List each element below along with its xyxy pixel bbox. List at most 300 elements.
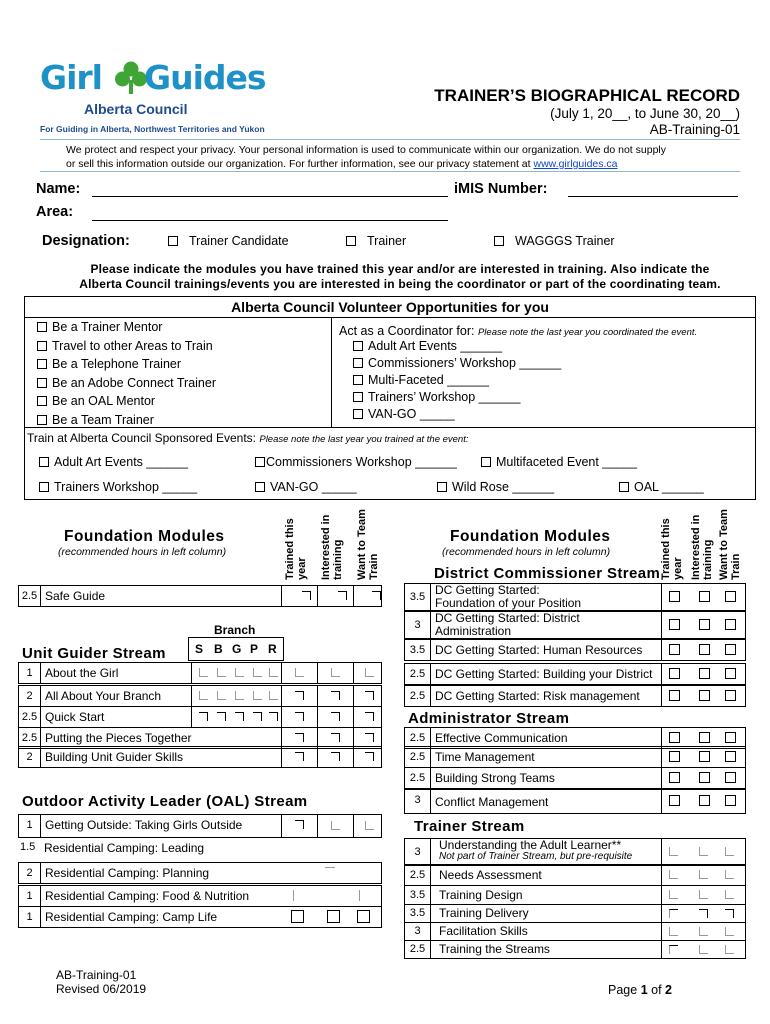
name-field[interactable] — [92, 196, 448, 197]
module-hours: 2.5 — [405, 865, 431, 885]
checkbox[interactable] — [669, 927, 678, 936]
branch-header — [188, 637, 284, 661]
checkbox[interactable] — [37, 396, 47, 406]
left-col-interested: Interested in training — [320, 514, 344, 580]
branch-checkbox[interactable] — [217, 691, 226, 700]
coord-label-row — [339, 324, 749, 338]
checkbox[interactable] — [353, 409, 363, 419]
admin-stream-title: Administrator Stream — [408, 710, 570, 727]
checkbox[interactable] — [372, 591, 381, 600]
module-name: Facilitation Skills — [439, 924, 528, 938]
checkbox[interactable] — [37, 322, 47, 332]
module-name: Conflict Management — [435, 795, 549, 809]
left-foundation-subtitle: (recommended hours in left column) — [58, 546, 227, 558]
module-row — [18, 746, 382, 768]
checkbox[interactable] — [327, 910, 340, 923]
train-label: Train at Alberta Council Sponsored Events: — [27, 431, 257, 445]
module-row — [404, 583, 746, 611]
coord-item-text: VAN-GO _____ — [368, 407, 455, 421]
module-row — [18, 685, 382, 707]
area-field[interactable] — [92, 220, 448, 221]
branch-letter: R — [268, 642, 277, 656]
module-row — [404, 639, 746, 661]
module-row — [404, 746, 746, 768]
branch-checkbox[interactable] — [199, 691, 208, 700]
checkbox[interactable] — [699, 772, 710, 783]
col-sep — [281, 586, 282, 606]
module-name: All About Your Branch — [45, 689, 162, 703]
module-row — [404, 789, 746, 814]
checkbox[interactable] — [725, 890, 734, 899]
designation-text: WAGGGS Trainer — [515, 234, 615, 248]
checkbox-mark — [325, 867, 335, 868]
left-col-trained: Trained this year — [284, 518, 308, 580]
checkbox[interactable] — [669, 619, 680, 630]
checkbox[interactable] — [699, 751, 710, 762]
col-sep — [317, 728, 318, 748]
right-col-interested: Interested in training — [690, 514, 714, 580]
right-foundation-subtitle: (recommended hours in left column) — [442, 546, 611, 558]
checkbox[interactable] — [168, 236, 178, 246]
module-name: Training the Streams — [439, 942, 550, 956]
logo-word-guides: Guides — [144, 58, 266, 97]
module-name: DC Getting Started: Building your District — [435, 667, 653, 681]
right-foundation-title: Foundation Modules — [450, 528, 611, 545]
oal-stream-title: Outdoor Activity Leader (OAL) Stream — [22, 793, 308, 810]
checkbox[interactable] — [295, 668, 304, 677]
left-foundation-title: Foundation Modules — [64, 528, 225, 545]
module-name: Residential Camping: Camp Life — [45, 910, 218, 924]
event-text: Trainers Workshop _____ — [54, 480, 198, 494]
footer-revised: Revised 06/2019 — [56, 982, 147, 996]
module-row — [18, 906, 382, 928]
checkbox[interactable] — [725, 870, 734, 879]
coord-label: Act as a Coordinator for: — [339, 324, 475, 338]
designation-label-text: Designation — [42, 233, 125, 249]
col-sep — [281, 747, 282, 767]
logo-tagline: For Guiding in Alberta, Northwest Territories and Yukon — [40, 124, 265, 134]
module-row — [404, 885, 746, 905]
module-row — [404, 940, 746, 959]
col-sep — [661, 790, 662, 813]
checkbox[interactable] — [699, 870, 708, 879]
branch-letter: P — [250, 642, 259, 656]
module-name-line2: Administration — [435, 624, 512, 638]
footer-left — [56, 968, 146, 996]
module-name: DC Getting Started: Risk management — [435, 689, 640, 703]
checkbox[interactable] — [295, 712, 304, 721]
branch-checkbox[interactable] — [253, 668, 262, 677]
module-row — [404, 685, 746, 707]
designation-text: Trainer Candidate — [189, 234, 289, 248]
checkbox[interactable] — [37, 378, 47, 388]
branch-checkbox[interactable] — [253, 691, 262, 700]
checkbox[interactable] — [699, 591, 710, 602]
module-row — [18, 862, 382, 884]
checkbox[interactable] — [725, 909, 734, 918]
checkbox[interactable] — [295, 752, 304, 761]
checkbox[interactable] — [331, 733, 340, 742]
checkbox[interactable] — [437, 482, 447, 492]
event-item[interactable] — [437, 478, 554, 497]
checkbox[interactable] — [365, 712, 374, 721]
divider-vertical — [331, 318, 332, 427]
name-label-text: Name — [36, 181, 76, 197]
col-sep — [281, 707, 282, 727]
volunteer-item-text: Be a Telephone Trainer — [52, 357, 182, 371]
checkbox[interactable] — [302, 591, 311, 600]
module-hours: 3.5 — [405, 905, 431, 922]
module-name: Getting Outside: Taking Girls Outside — [45, 818, 243, 832]
checkbox[interactable] — [365, 733, 374, 742]
imis-field[interactable] — [568, 196, 738, 197]
designation-trainer[interactable] — [346, 234, 406, 248]
dc-stream-title: District Commissioner Stream — [434, 565, 661, 582]
header-rule — [40, 139, 740, 140]
module-name-wrap — [435, 612, 580, 638]
checkbox[interactable] — [346, 236, 356, 246]
privacy-line2: or sell this information outside our organization. For further information, see our privacy statement at — [66, 158, 531, 170]
checkbox[interactable] — [353, 358, 363, 368]
footer-code: AB-Training-01 — [56, 968, 137, 982]
branch-letter: G — [232, 642, 242, 656]
checkbox[interactable] — [295, 733, 304, 742]
logo — [40, 58, 266, 138]
privacy-rule — [40, 171, 740, 172]
checkbox[interactable] — [37, 341, 47, 351]
module-hours: 2 — [19, 747, 41, 767]
module-name: Building Unit Guider Skills — [45, 750, 184, 764]
col-sep — [353, 728, 354, 748]
checkbox[interactable] — [331, 691, 340, 700]
page-of: of — [651, 983, 662, 997]
checkbox[interactable] — [669, 795, 680, 806]
branch-checkbox[interactable] — [235, 691, 244, 700]
checkbox[interactable] — [291, 910, 304, 923]
checkbox[interactable] — [331, 752, 340, 761]
coord-item-text: Multi-Faceted ______ — [368, 373, 489, 387]
checkbox[interactable] — [669, 644, 680, 655]
page-current: 1 — [640, 983, 648, 997]
volunteer-item-text: Be an OAL Mentor — [52, 394, 156, 408]
module-hours: 2.5 — [405, 686, 431, 706]
instructions-line2: Alberta Council trainings/events you are interested in being the coordinator or part of the coordinating team. — [79, 277, 721, 291]
module-hours: 3 — [405, 839, 431, 865]
col-sep — [317, 815, 318, 837]
checkbox[interactable] — [725, 591, 736, 602]
branch-label: Branch — [214, 623, 256, 637]
checkbox[interactable] — [331, 712, 340, 721]
checkbox[interactable] — [365, 691, 374, 700]
module-name: Quick Start — [45, 710, 105, 724]
event-text: Adult Art Events ______ — [54, 455, 189, 469]
checkbox[interactable] — [331, 821, 340, 830]
checkbox[interactable] — [353, 375, 363, 385]
event-text: Commissioners Workshop ______ — [266, 455, 457, 469]
period: (July 1, 20__, to June 30, 20__) — [550, 106, 740, 121]
module-name: Time Management — [435, 750, 535, 764]
col-sep — [317, 686, 318, 706]
volunteer-item-text: Be an Adobe Connect Trainer — [52, 375, 217, 390]
branch-checkbox[interactable] — [217, 712, 226, 721]
checkbox[interactable] — [669, 870, 678, 879]
coord-note: Please note the last year you coordinated the event. — [477, 327, 698, 338]
volunteer-left-list — [37, 318, 337, 429]
checkbox[interactable] — [699, 909, 708, 918]
module-hours: 1 — [19, 907, 41, 927]
event-item[interactable] — [39, 453, 188, 472]
branch-checkbox[interactable] — [235, 712, 244, 721]
checkbox[interactable] — [365, 752, 374, 761]
right-col-trained: Trained this year — [660, 518, 684, 580]
col-sep — [353, 815, 354, 837]
module-row — [404, 922, 746, 941]
coord-item-text: Commissioners’ Workshop ______ — [368, 356, 562, 370]
checkbox[interactable] — [699, 795, 710, 806]
coord-item[interactable] — [353, 406, 749, 423]
checkbox-mark — [293, 890, 294, 901]
checkbox[interactable] — [725, 668, 736, 679]
col-sep — [661, 612, 662, 638]
col-sep — [353, 586, 354, 606]
module-name: DC Getting Started: District — [435, 611, 580, 625]
module-name: Residential Camping: Food & Nutrition — [45, 889, 250, 903]
checkbox[interactable] — [725, 847, 734, 856]
checkbox[interactable] — [669, 690, 680, 701]
imis-label: iMIS Number: — [454, 181, 548, 197]
checkbox[interactable] — [669, 945, 678, 954]
module-row — [18, 706, 382, 728]
checkbox[interactable] — [725, 795, 736, 806]
branch-checkbox[interactable] — [253, 712, 262, 721]
col-sep — [317, 586, 318, 606]
trefoil-icon — [114, 60, 148, 96]
branch-letter: B — [214, 642, 223, 656]
logo-word-girl: Girl — [40, 58, 102, 97]
oal-hours: 1.5 — [20, 841, 36, 853]
event-item[interactable] — [481, 453, 637, 472]
unit-guider-stream-title: Unit Guider Stream — [22, 645, 166, 662]
checkbox[interactable] — [725, 945, 734, 954]
branch-checkbox[interactable] — [199, 712, 208, 721]
module-name: Building Strong Teams — [435, 771, 555, 785]
instructions-line1: Please indicate the modules you have trained this year and/or are interested in training. Also indicate the — [90, 262, 710, 276]
coord-item-text: Trainers’ Workshop ______ — [368, 390, 521, 404]
event-item[interactable] — [39, 478, 197, 497]
branch-letter: S — [195, 642, 204, 656]
privacy-line1: We protect and respect your privacy. Your personal information is used to communicate within our organization. We do not supply — [66, 144, 666, 156]
train-note: Please note the last year you trained at the event: — [259, 434, 469, 445]
module-hours: 2.5 — [405, 768, 431, 788]
col-sep — [661, 584, 662, 610]
checkbox[interactable] — [338, 591, 347, 600]
checkbox[interactable] — [295, 691, 304, 700]
checkbox[interactable] — [39, 457, 49, 467]
col-sep — [661, 728, 662, 748]
module-name: Training Design — [439, 888, 523, 902]
module-hours: 2.5 — [405, 941, 431, 958]
checkbox[interactable] — [255, 482, 265, 492]
train-label-row — [27, 431, 469, 445]
module-hours: 2.5 — [405, 664, 431, 684]
checkbox[interactable] — [331, 668, 340, 677]
checkbox[interactable] — [365, 821, 374, 830]
col-sep — [353, 686, 354, 706]
module-note: Not part of Trainer Stream, but pre-requisite — [439, 851, 633, 862]
module-hours: 3 — [405, 923, 431, 940]
designation-label: Designation: — [42, 233, 130, 249]
checkbox[interactable] — [494, 236, 504, 246]
event-item[interactable] — [255, 478, 357, 497]
branch-checkbox[interactable] — [199, 668, 208, 677]
checkbox[interactable] — [699, 945, 708, 954]
checkbox[interactable] — [725, 619, 736, 630]
imis-label-text: iMIS Number — [454, 181, 543, 197]
branch-checkbox[interactable] — [269, 712, 278, 721]
checkbox[interactable] — [699, 732, 710, 743]
checkbox[interactable] — [725, 927, 734, 936]
checkbox[interactable] — [365, 668, 374, 677]
module-hours: 1 — [19, 886, 41, 906]
col-sep — [353, 663, 354, 683]
col-sep — [281, 815, 282, 837]
checkbox[interactable] — [39, 482, 49, 492]
checkbox[interactable] — [669, 751, 680, 762]
module-name: Understanding the Adult Learner** — [439, 838, 622, 852]
module-row — [404, 611, 746, 639]
checkbox[interactable] — [725, 772, 736, 783]
divider-horizontal — [25, 427, 755, 428]
module-name: About the Girl — [45, 666, 119, 680]
checkbox[interactable] — [353, 341, 363, 351]
volunteer-item-text: Be a Trainer Mentor — [52, 320, 163, 334]
col-sep — [191, 686, 192, 706]
checkbox[interactable] — [295, 820, 304, 829]
designation-text: Trainer — [367, 234, 407, 248]
coord-item[interactable] — [353, 372, 749, 389]
checkbox[interactable] — [669, 591, 680, 602]
checkbox[interactable] — [699, 890, 708, 899]
event-text: Wild Rose ______ — [452, 480, 555, 494]
name-label: Name: — [36, 181, 81, 197]
checkbox[interactable] — [37, 359, 47, 369]
checkbox[interactable] — [725, 690, 736, 701]
checkbox[interactable] — [725, 644, 736, 655]
volunteer-item[interactable] — [37, 318, 337, 337]
instructions — [30, 262, 770, 292]
coord-item-text: Adult Art Events ______ — [368, 339, 503, 353]
coord-item[interactable] — [353, 389, 749, 406]
volunteer-item-text: Be a Team Trainer — [52, 412, 154, 427]
checkbox[interactable] — [669, 909, 678, 918]
left-col-team: Want to Team Train — [356, 509, 380, 580]
module-name: Safe Guide — [45, 589, 106, 603]
checkbox[interactable] — [699, 644, 710, 655]
checkbox[interactable] — [481, 457, 491, 467]
volunteer-item[interactable] — [37, 374, 337, 393]
checkbox[interactable] — [699, 690, 710, 701]
designation-trainer-candidate[interactable] — [168, 234, 289, 248]
page-word: Page — [608, 983, 638, 997]
checkbox[interactable] — [255, 457, 265, 467]
module-name-line2: Foundation of your Position — [435, 596, 582, 610]
checkbox[interactable] — [699, 847, 708, 856]
module-row — [18, 885, 382, 907]
event-item[interactable] — [619, 478, 704, 497]
volunteer-item[interactable] — [37, 392, 337, 411]
col-sep — [661, 686, 662, 706]
branch-checkbox[interactable] — [217, 668, 226, 677]
module-row — [404, 864, 746, 886]
col-sep — [317, 707, 318, 727]
col-sep — [317, 663, 318, 683]
branch-checkbox[interactable] — [269, 691, 278, 700]
col-sep — [281, 686, 282, 706]
checkbox[interactable] — [669, 668, 680, 679]
module-hours: 2.5 — [19, 728, 41, 748]
checkbox[interactable] — [725, 732, 736, 743]
event-item[interactable] — [255, 453, 457, 472]
module-hours: 2.5 — [19, 707, 41, 727]
page-number — [608, 983, 672, 997]
checkbox[interactable] — [669, 890, 678, 899]
col-sep — [661, 941, 662, 958]
checkbox[interactable] — [357, 910, 370, 923]
checkbox[interactable] — [353, 392, 363, 402]
module-hours: 2 — [19, 686, 41, 706]
col-sep — [281, 728, 282, 748]
volunteer-item[interactable] — [37, 337, 337, 356]
module-name-wrap — [439, 839, 632, 863]
volunteer-item[interactable] — [37, 355, 337, 374]
checkbox[interactable] — [669, 732, 680, 743]
designation-wagggs[interactable] — [494, 234, 615, 248]
module-hours: 3 — [405, 612, 431, 638]
col-sep — [191, 707, 192, 727]
module-hours: 1 — [19, 663, 41, 683]
module-row-safe-guide — [18, 585, 382, 607]
checkbox[interactable] — [699, 619, 710, 630]
col-sep — [281, 663, 282, 683]
coord-item[interactable] — [353, 355, 749, 372]
checkbox[interactable] — [669, 772, 680, 783]
module-name: DC Getting Started: — [435, 583, 540, 597]
event-text: Multifaceted Event _____ — [496, 455, 638, 469]
module-row — [404, 904, 746, 923]
module-row — [404, 767, 746, 789]
checkbox[interactable] — [725, 751, 736, 762]
module-name-wrap — [435, 584, 581, 610]
checkbox[interactable] — [699, 668, 710, 679]
checkbox[interactable] — [37, 415, 47, 425]
module-row — [18, 662, 382, 684]
col-sep — [661, 839, 662, 865]
volunteer-box — [24, 296, 756, 500]
checkbox[interactable] — [619, 482, 629, 492]
form-code: AB-Training-01 — [649, 122, 740, 137]
col-sep — [661, 905, 662, 922]
checkbox[interactable] — [669, 847, 678, 856]
oal-module-name: Residential Camping: Leading — [44, 841, 205, 855]
checkbox[interactable] — [699, 927, 708, 936]
coord-item[interactable] — [353, 338, 749, 355]
branch-checkbox[interactable] — [269, 668, 278, 677]
module-hours: 3.5 — [405, 640, 431, 660]
event-text: OAL ______ — [634, 480, 704, 494]
event-text: VAN-GO _____ — [270, 480, 357, 494]
privacy-link[interactable]: www.girlguides.ca — [533, 158, 618, 170]
branch-checkbox[interactable] — [235, 668, 244, 677]
